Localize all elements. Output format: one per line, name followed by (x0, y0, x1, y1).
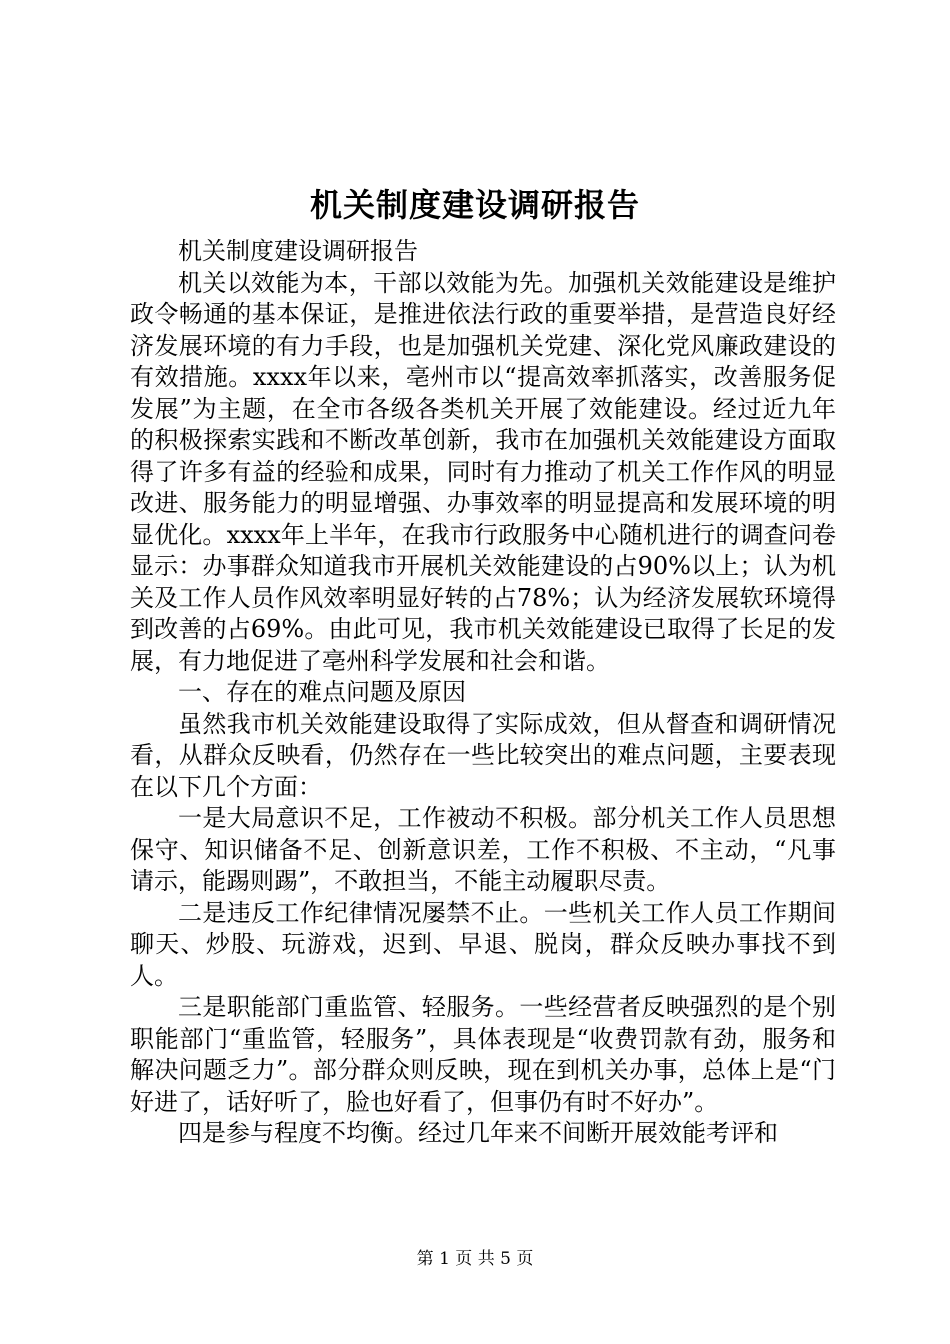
paragraph-subtitle: 机关制度建设调研报告 (178, 237, 418, 265)
paragraph: 虽然我市机关效能建设取得了实际成效，但从督查和调研情况看，从群众反映看，仍然存在一些比较突出的难点问题，主要表现在以下几个方面： (130, 709, 836, 801)
page-number: 第 1 页 共 5 页 (416, 1249, 534, 1269)
paragraph-intro: 机关以效能为本，干部以效能为先。加强机关效能建设是维护政令畅通的基本保证，是推进依法行政的重要举措，是营造良好经济发展环境的有力手段，也是加强机关党建、深化党风廉政建设的有效措施。xxxx年以来，亳州市以“提高效率抓落实，改善服务促发展”为主题，在全市各级各类机关开展了效能建设。经过近九年的积极探索实践和不断改革创新，我市在加强机关效能建设方面取得了许多有益的经验和成果，同时有力推动了机关工作作风的明显改进、服务能力的明显增强、办事效率的明显提高和发展环境的明显优化。xxxx年上半年，在我市行政服务中心随机进行的调查问卷显示：办事群众知道我市开展机关效能建设的占90%以上；认为机关及工作人员作风效率明显好转的占78%；认为经济发展软环境得到改善的占69%。由此可见，我市机关效能建设已取得了长足的发展，有力地促进了亳州科学发展和社会和谐。 (130, 268, 836, 675)
document-body (130, 236, 836, 1150)
paragraph: 一是大局意识不足，工作被动不积极。部分机关工作人员思想保守、知识储备不足、创新意识差，工作不积极、不主动，“凡事请示，能踢则踢”，不敢担当，不能主动履职尽责。 (130, 804, 836, 895)
section-heading: 一、存在的难点问题及原因 (178, 678, 466, 706)
paragraph: 三是职能部门重监管、轻服务。一些经营者反映强烈的是个别职能部门“重监管，轻服务”，具体表现是“收费罚款有劲，服务和解决问题乏力”。部分群众则反映，现在到机关办事，总体上是“门好进了，话好听了，脸也好看了，但事仍有时不好办”。 (130, 993, 836, 1116)
document-title: 机关制度建设调研报告 (309, 186, 640, 224)
paragraph: 四是参与程度不均衡。经过几年来不间断开展效能考评和 (178, 1119, 778, 1147)
paragraph: 二是违反工作纪律情况屡禁不止。一些机关工作人员工作期间聊天、炒股、玩游戏，迟到、早退、脱岗，群众反映办事找不到人。 (130, 898, 836, 990)
